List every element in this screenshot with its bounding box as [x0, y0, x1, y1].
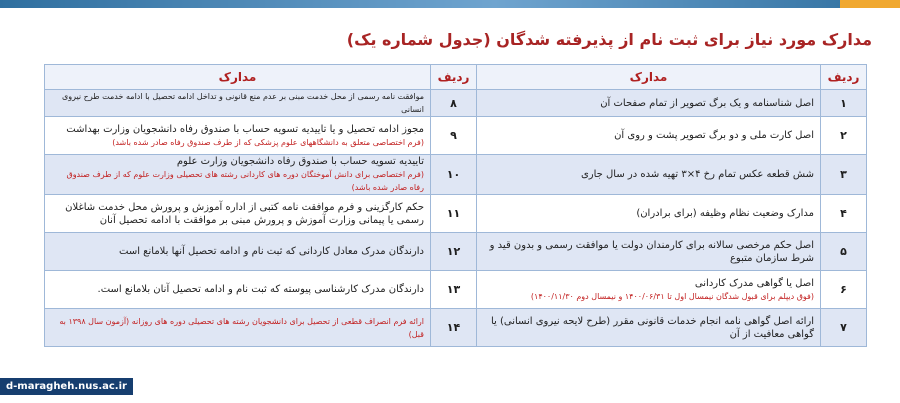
table-row [45, 271, 867, 309]
header-row-left: ردیف [431, 65, 477, 90]
table-row [45, 90, 867, 117]
table-row [45, 117, 867, 155]
row-number: ۱۲ [431, 233, 477, 271]
header-docs-left: مدارک [45, 65, 431, 90]
document-text: موافقت نامه رسمی از محل خدمت مبنی بر عدم منع قانونی و تداخل ادامه تحصیل با ادامه خدمت طرح نیروی انسانی [45, 90, 431, 117]
row-number: ۱۴ [431, 309, 477, 347]
row-number: ۱۱ [431, 195, 477, 233]
document-text: مجوز ادامه تحصیل و یا تاییدیه تسویه حساب با صندوق رفاه دانشجویان وزارت بهداشت (فرم اختصاصی متعلق به دانشگاههای علوم پزشکی که از طرف صندوق رفاه صادر شده باشد) [45, 117, 431, 155]
row-number: ۵ [821, 233, 867, 271]
table-row [45, 309, 867, 347]
row-number: ۹ [431, 117, 477, 155]
document-text: اصل حکم مرخصی سالانه برای کارمندان دولت یا موافقت رسمی و بدون قید و شرط سازمان متبوع [477, 233, 821, 271]
document-text: دارندگان مدرک کارشناسی پیوسته که ثبت نام و ادامه تحصیل آنان بلامانع است. [45, 271, 431, 309]
document-text: شش قطعه عکس تمام رخ ۴×۳ تهیه شده در سال جاری [477, 155, 821, 195]
document-text: مدارک وضعیت نظام وظیفه (برای برادران) [477, 195, 821, 233]
document-text: اصل کارت ملی و دو برگ تصویر پشت و روی آن [477, 117, 821, 155]
document-text: ارائه فرم انصراف قطعی از تحصیل برای دانشجویان رشته های تحصیلی دوره های روزانه (آزمون سال ۱۳۹۸ به قبل) [45, 309, 431, 347]
header-row-right: ردیف [821, 65, 867, 90]
site-watermark: d-maragheh.nus.ac.ir [0, 378, 133, 395]
row-number: ۸ [431, 90, 477, 117]
page-title: مدارک مورد نیاز برای ثبت نام از پذیرفته شدگان (جدول شماره یک) [346, 30, 872, 49]
header-docs-right: مدارک [477, 65, 821, 90]
table-row [45, 155, 867, 195]
document-text: ارائه اصل گواهی نامه انجام خدمات قانونی مقرر (طرح لایحه نیروی انسانی) یا گواهی معافیت از آن [477, 309, 821, 347]
top-stripe [0, 0, 900, 8]
documents-table [44, 64, 867, 347]
table-row [45, 195, 867, 233]
row-number: ۱ [821, 90, 867, 117]
document-text: اصل شناسنامه و یک برگ تصویر از تمام صفحات آن [477, 90, 821, 117]
row-number: ۴ [821, 195, 867, 233]
document-text: تاییدیه تسویه حساب با صندوق رفاه دانشجویان وزارت علوم (فرم اختصاصی برای دانش آموختگان دوره های کاردانی رشته های تحصیلی وزارت علوم که از طرف صندوق رفاه صادر شده باشد) [45, 155, 431, 195]
row-number: ۲ [821, 117, 867, 155]
document-text: دارندگان مدرک معادل کاردانی که ثبت نام و ادامه تحصیل آنها بلامانع است [45, 233, 431, 271]
row-number: ۱۰ [431, 155, 477, 195]
corner-decoration [840, 0, 900, 8]
row-number: ۷ [821, 309, 867, 347]
row-number: ۶ [821, 271, 867, 309]
table-row [45, 233, 867, 271]
document-text: حکم کارگزینی و فرم موافقت نامه کتبی از اداره آموزش و پرورش محل خدمت شاغلان رسمی یا پیمانی وزارت آموزش و پرورش مبنی بر موافقت با ادامه تحصیل آنان [45, 195, 431, 233]
table-header-row [45, 65, 867, 90]
row-number: ۱۳ [431, 271, 477, 309]
row-number: ۳ [821, 155, 867, 195]
document-text: اصل یا گواهی مدرک کاردانی (فوق دیپلم برای قبول شدگان نیمسال اول تا ۱۴۰۰/۰۶/۳۱ و نیمسال دوم ۱۴۰۰/۱۱/۳۰) [477, 271, 821, 309]
